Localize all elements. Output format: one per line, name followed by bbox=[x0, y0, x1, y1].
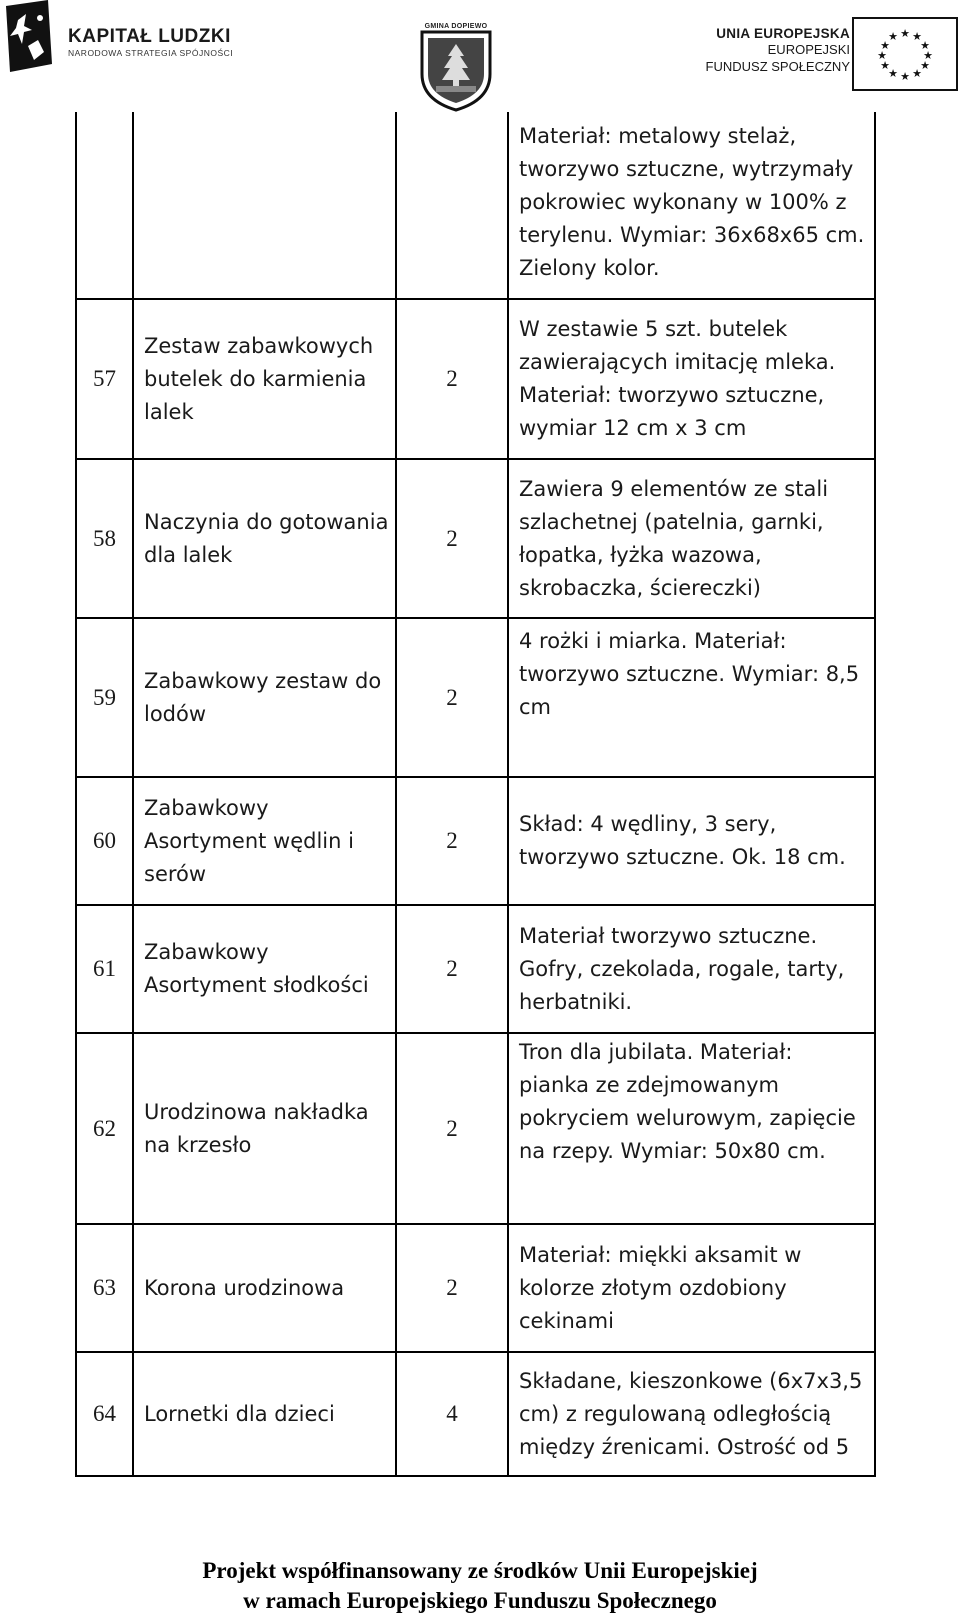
item-description: 4 rożki i miarka. Materiał: tworzywo sztuczne. Wymiar: 8,5 cm bbox=[519, 629, 860, 719]
eu-flag-icon bbox=[852, 17, 958, 91]
svg-text:★: ★ bbox=[923, 49, 933, 62]
svg-text:★: ★ bbox=[877, 49, 887, 62]
item-quantity bbox=[397, 112, 509, 298]
item-description: Materiał: miękki aksamit w kolorze złotym ozdobiony cekinami bbox=[519, 1242, 802, 1333]
svg-text:★: ★ bbox=[920, 39, 930, 52]
gmina-crest-icon bbox=[418, 20, 494, 112]
item-quantity: 2 bbox=[397, 619, 509, 776]
gmina-label: GMINA DOPIEWO bbox=[424, 23, 488, 30]
item-quantity: 2 bbox=[397, 1225, 509, 1351]
item-description: Skład: 4 wędliny, 3 sery, tworzywo sztuczne. Ok. 18 cm. bbox=[519, 812, 846, 869]
row-number: 61 bbox=[77, 906, 134, 1032]
row-number: 59 bbox=[77, 619, 134, 776]
eu-line-3: FUNDUSZ SPOŁECZNY bbox=[705, 59, 850, 74]
table-row bbox=[75, 300, 876, 460]
footer-line-1: Projekt współfinansowany ze środków Unii Europejskiej bbox=[202, 1558, 758, 1583]
svg-text:★: ★ bbox=[888, 30, 898, 43]
item-quantity: 2 bbox=[397, 1034, 509, 1223]
item-name: Korona urodzinowa bbox=[134, 1225, 397, 1351]
item-quantity: 2 bbox=[397, 906, 509, 1032]
item-quantity: 4 bbox=[397, 1353, 509, 1475]
row-number bbox=[77, 112, 134, 298]
product-table bbox=[75, 112, 876, 1477]
item-quantity: 2 bbox=[397, 300, 509, 458]
svg-text:★: ★ bbox=[900, 27, 910, 40]
item-name: Zabawkowy zestaw do lodów bbox=[134, 619, 397, 776]
kapital-ludzki-subtitle: NARODOWA STRATEGIA SPÓJNOŚCI bbox=[68, 48, 234, 58]
table-row bbox=[75, 112, 876, 300]
item-name bbox=[134, 112, 397, 298]
table-row bbox=[75, 619, 876, 778]
svg-text:★: ★ bbox=[920, 59, 930, 72]
eu-line-2: EUROPEJSKI bbox=[767, 42, 850, 57]
kapital-ludzki-title: KAPITAŁ LUDZKI bbox=[68, 26, 231, 47]
item-name: Lornetki dla dzieci bbox=[134, 1353, 397, 1475]
row-number: 63 bbox=[77, 1225, 134, 1351]
svg-text:★: ★ bbox=[912, 30, 922, 43]
svg-text:★: ★ bbox=[900, 70, 910, 83]
item-description: Materiał: metalowy stelaż, tworzywo sztuczne, wytrzymały pokrowiec wykonany w 100% z terylenu. Wymiar: 36x68x65 cm. Zielony kolor. bbox=[519, 124, 865, 280]
item-description: Materiał tworzywo sztuczne. Gofry, czekolada, rogale, tarty, herbatniki. bbox=[519, 923, 845, 1014]
item-name: Urodzinowa nakładka na krzesło bbox=[134, 1034, 397, 1223]
eu-fund-text bbox=[690, 26, 850, 75]
row-number: 64 bbox=[77, 1353, 134, 1475]
item-description: Tron dla jubilata. Materiał: pianka ze zdejmowanym pokryciem welurowym, zapięcie na rzepy. Wymiar: 50x80 cm. bbox=[519, 1040, 856, 1163]
svg-text:★: ★ bbox=[880, 39, 890, 52]
row-number: 62 bbox=[77, 1034, 134, 1223]
svg-text:★: ★ bbox=[912, 67, 922, 80]
page-footer bbox=[0, 1556, 960, 1616]
table-row bbox=[75, 1034, 876, 1225]
item-name: Zabawkowy Asortyment słodkości bbox=[134, 906, 397, 1032]
table-row bbox=[75, 460, 876, 619]
row-number: 60 bbox=[77, 778, 134, 904]
item-quantity: 2 bbox=[397, 460, 509, 617]
page-header bbox=[0, 0, 960, 112]
svg-text:★: ★ bbox=[888, 67, 898, 80]
item-description: Składane, kieszonkowe (6x7x3,5 cm) z regulowaną odległością między źrenicami. Ostrość od 5 bbox=[519, 1368, 863, 1459]
table-row bbox=[75, 1353, 876, 1477]
item-name: Zabawkowy Asortyment wędlin i serów bbox=[134, 778, 397, 904]
eu-line-1: UNIA EUROPEJSKA bbox=[716, 26, 850, 41]
item-description: W zestawie 5 szt. butelek zawierających imitację mleka. Materiał: tworzywo sztuczne, wymiar 12 cm x 3 cm bbox=[519, 317, 836, 440]
item-description: Zawiera 9 elementów ze stali szlachetnej (patelnia, garnki, łopatka, łyżka wazowa, skrobaczka, ściereczki) bbox=[519, 476, 829, 600]
table-row bbox=[75, 778, 876, 906]
item-name: Naczynia do gotowania dla lalek bbox=[134, 460, 397, 617]
row-number: 58 bbox=[77, 460, 134, 617]
table-row bbox=[75, 906, 876, 1034]
row-number: 57 bbox=[77, 300, 134, 458]
item-quantity: 2 bbox=[397, 778, 509, 904]
table-row bbox=[75, 1225, 876, 1353]
svg-text:★: ★ bbox=[880, 59, 890, 72]
item-name: Zestaw zabawkowych butelek do karmienia lalek bbox=[134, 300, 397, 458]
footer-line-2: w ramach Europejskiego Funduszu Społecznego bbox=[243, 1588, 717, 1613]
